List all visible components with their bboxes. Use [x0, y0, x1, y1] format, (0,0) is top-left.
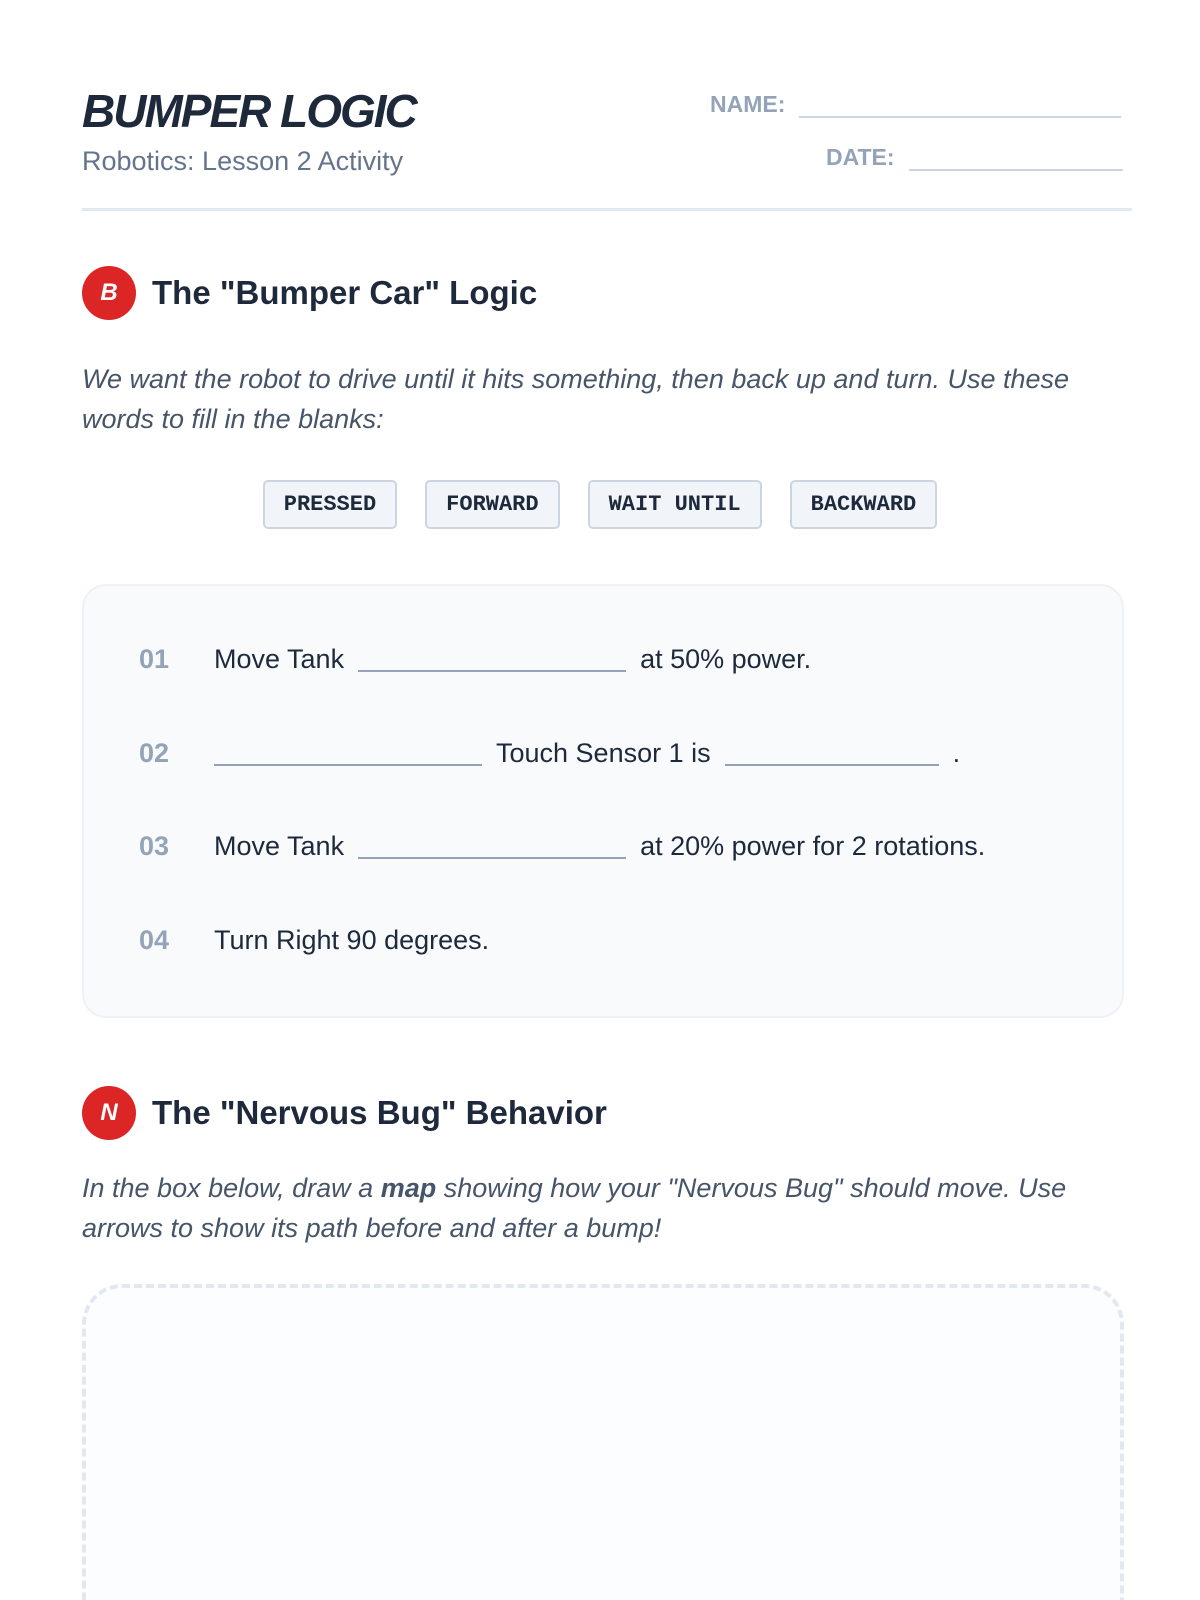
name-line[interactable]	[799, 88, 1121, 118]
worksheet-header	[82, 84, 1132, 214]
step-number: 02	[139, 738, 170, 768]
steps-box	[82, 584, 1124, 1018]
step-text: Turn Right 90 degrees.	[214, 925, 490, 955]
section-nervous-heading	[82, 1086, 607, 1140]
instructions-pre: In the box below, draw a	[82, 1173, 381, 1203]
word-chip-forward[interactable]: FORWARD	[425, 480, 559, 529]
name-field	[710, 88, 1121, 118]
header-divider	[82, 208, 1132, 211]
section-bumper-instructions: We want the robot to drive until it hits something, then back up and turn. Use these words to fill in the blanks:	[82, 364, 1070, 434]
section-bumper-title: The "Bumper Car" Logic	[152, 274, 538, 311]
date-field	[826, 141, 1123, 171]
word-bank	[0, 480, 1200, 529]
step-3-blank[interactable]	[358, 855, 626, 859]
step-2-blank-2[interactable]	[725, 762, 939, 766]
section-n-badge: N	[82, 1086, 136, 1140]
step-number: 03	[139, 831, 170, 861]
date-label: DATE:	[826, 144, 895, 170]
step-text-after: at 20% power for 2 rotations.	[640, 831, 986, 861]
word-chip-wait-until[interactable]: WAIT UNTIL	[588, 480, 762, 529]
section-bumper-heading	[82, 266, 537, 320]
step-row	[139, 831, 985, 862]
date-line[interactable]	[909, 141, 1123, 171]
step-row	[139, 925, 489, 956]
word-chip-pressed[interactable]: PRESSED	[263, 480, 397, 529]
instructions-post: showing how your "Nervous Bug" should move. Use arrows to show its path before and after a bump!	[82, 1173, 1067, 1243]
step-text-middle: Touch Sensor 1 is	[496, 738, 711, 768]
drawing-area[interactable]	[82, 1284, 1124, 1600]
section-b-badge: B	[82, 266, 136, 320]
step-row	[139, 738, 960, 769]
step-number: 01	[139, 644, 170, 674]
name-label: NAME:	[710, 91, 786, 117]
step-row	[139, 644, 811, 675]
step-text-before: Move Tank	[214, 644, 345, 674]
step-number: 04	[139, 925, 170, 955]
word-chip-backward[interactable]: BACKWARD	[790, 480, 938, 529]
worksheet-subtitle: Robotics: Lesson 2 Activity	[82, 146, 404, 176]
step-text-after: .	[952, 738, 961, 768]
step-text-after: at 50% power.	[640, 644, 812, 674]
section-nervous-title: The "Nervous Bug" Behavior	[152, 1094, 607, 1131]
step-2-blank-1[interactable]	[214, 762, 482, 766]
step-1-blank[interactable]	[358, 668, 626, 672]
instructions-bold: map	[380, 1173, 437, 1203]
step-text-before: Move Tank	[214, 831, 345, 861]
worksheet-title: BUMPER LOGIC	[82, 85, 416, 137]
section-nervous-instructions	[82, 1168, 1132, 1248]
